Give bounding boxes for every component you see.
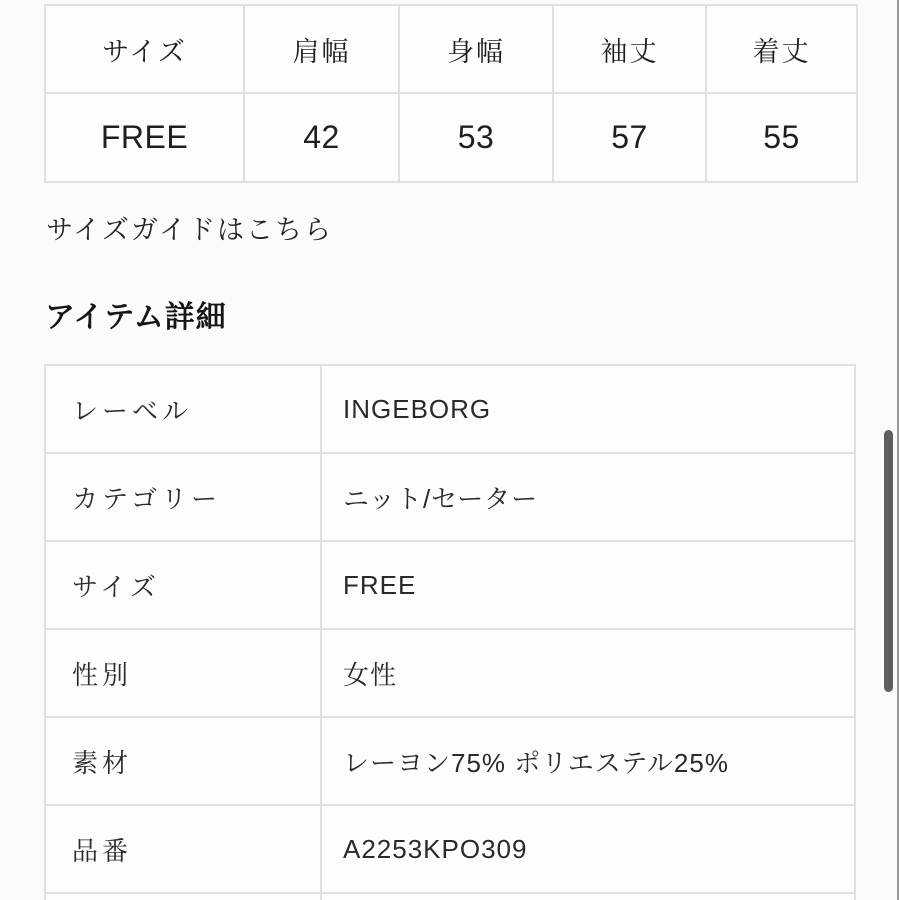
detail-material-value: レーヨン75% ポリエステル25% [321, 717, 855, 805]
scrollbar-track-edge [897, 0, 899, 900]
table-row [45, 629, 855, 717]
detail-gender-label: 性別 [45, 629, 321, 717]
table-row [45, 365, 855, 453]
item-details-heading: アイテム詳細 [45, 301, 227, 334]
detail-category-value: ニット/セーター [321, 453, 855, 541]
length-col-header: 着丈 [706, 5, 857, 93]
sleeve-length-value-cell: 57 [553, 93, 706, 182]
body-width-value-cell: 53 [399, 93, 553, 182]
size-guide-link[interactable]: サイズガイドはこちら [46, 215, 334, 245]
detail-item-number-value: A2253KPO309 [321, 805, 855, 893]
body-width-col-header: 身幅 [399, 5, 553, 93]
length-value-cell: 55 [706, 93, 857, 182]
size-value-cell: FREE [45, 93, 244, 182]
size-col-header: サイズ [45, 5, 244, 93]
table-row [45, 805, 855, 893]
size-table-header-row [45, 5, 857, 93]
detail-gender-value: 女性 [321, 629, 855, 717]
shoulder-width-value-cell: 42 [244, 93, 399, 182]
detail-category-label: カテゴリー [45, 453, 321, 541]
table-row [45, 893, 855, 900]
table-row [45, 453, 855, 541]
detail-item-number-label: 品番 [45, 805, 321, 893]
shoulder-width-col-header: 肩幅 [244, 5, 399, 93]
size-spec-table [44, 4, 858, 183]
detail-material-label: 素材 [45, 717, 321, 805]
scrollbar-thumb[interactable] [884, 430, 893, 692]
detail-clipped-row-label [45, 893, 321, 900]
detail-label-label: レーベル [45, 365, 321, 453]
sleeve-length-col-header: 袖丈 [553, 5, 706, 93]
table-row [45, 93, 857, 182]
detail-size-value: FREE [321, 541, 855, 629]
item-details-table [44, 364, 856, 900]
table-row [45, 717, 855, 805]
detail-size-label: サイズ [45, 541, 321, 629]
detail-label-value: INGEBORG [321, 365, 855, 453]
table-row [45, 541, 855, 629]
detail-clipped-row-value [321, 893, 855, 900]
